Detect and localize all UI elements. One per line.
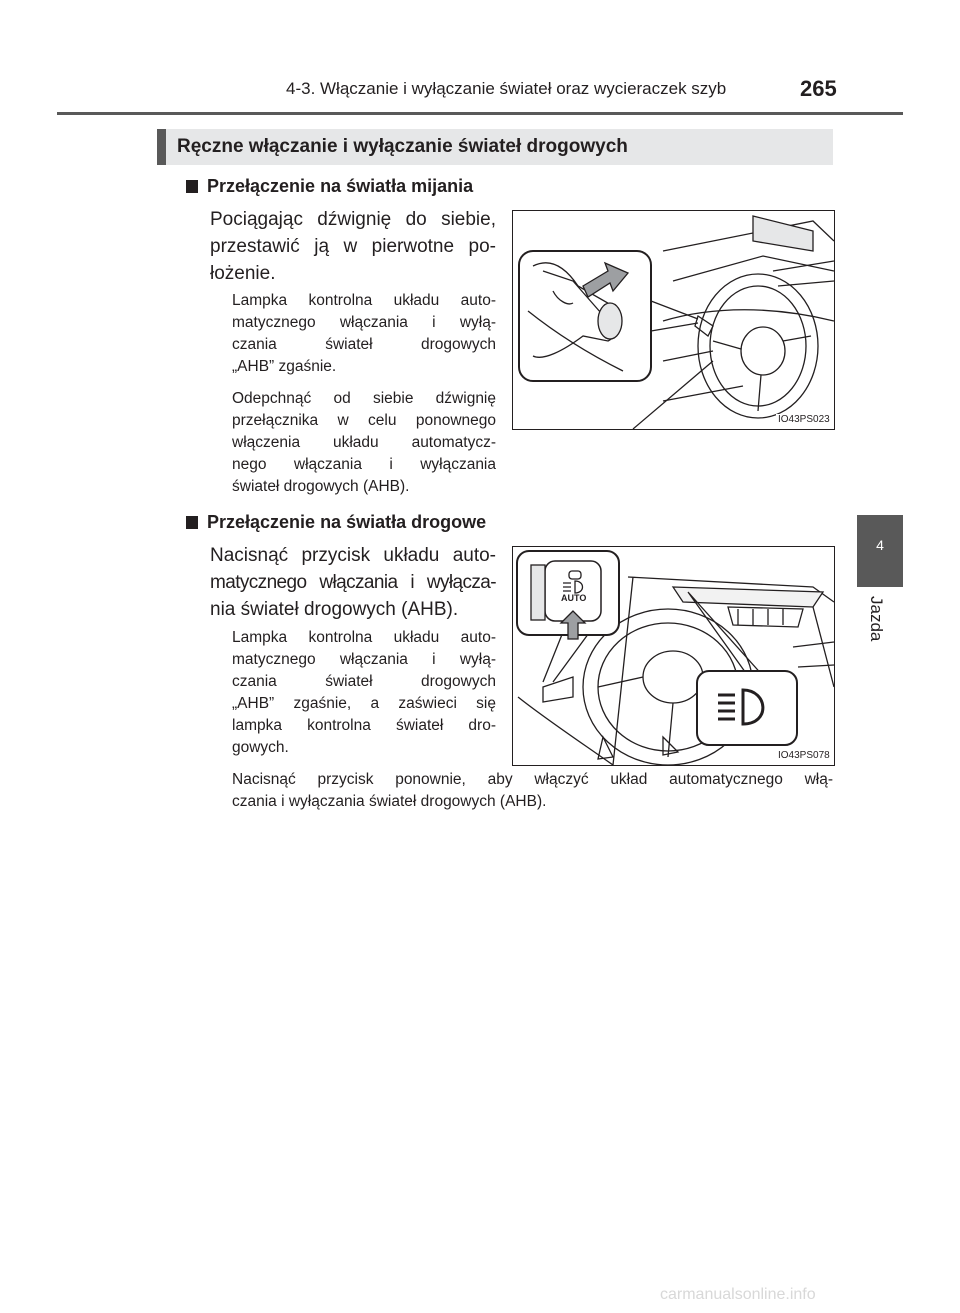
lever-illustration: [513, 211, 834, 429]
note-line: Odepchnąć od siebie dźwignię: [232, 390, 496, 407]
watermark: carmanualsonline.info: [660, 1286, 816, 1303]
note-line: nego włączania i wyłączania: [232, 456, 496, 473]
note-line: Lampka kontrolna układu auto-: [232, 629, 496, 646]
lead-line: Nacisnąć przycisk układu auto-: [210, 545, 496, 566]
header-divider: [57, 112, 903, 115]
note-line: „AHB” zgaśnie, a zaświeci się: [232, 695, 496, 712]
note-line: „AHB” zgaśnie.: [232, 358, 337, 375]
auto-button-label: AUTO: [561, 593, 587, 603]
square-bullet-icon: [186, 180, 198, 193]
subsection-2-note-1: [232, 627, 496, 759]
dashboard-illustration: [513, 547, 834, 765]
subsection-2-lead: [210, 542, 496, 623]
section-marker: [157, 129, 166, 165]
note-line: matycznego włączania i wyłą-: [232, 651, 496, 668]
note-line: matycznego włączania i wyłą-: [232, 314, 496, 331]
figure-2-code: IO43PS078: [778, 750, 830, 761]
note-line: Lampka kontrolna układu auto-: [232, 292, 496, 309]
note-line: lampka kontrolna świateł dro-: [232, 717, 496, 734]
subsection-1-lead: [210, 206, 496, 287]
section-title: Ręczne włączanie i wyłączanie świateł drogowych: [177, 136, 628, 157]
note-line: Nacisnąć przycisk ponownie, aby włączyć układ automatycznego włą-: [232, 771, 833, 788]
page-number: 265: [800, 76, 837, 101]
note-line: czania świateł drogowych: [232, 673, 496, 690]
subsection-1-note-1: [232, 290, 496, 378]
section-heading: [157, 129, 833, 165]
chapter-tab-label: Jazda: [867, 596, 886, 642]
figure-ahb-button: [512, 546, 835, 766]
note-line: włączenia układu automatycz-: [232, 434, 496, 451]
subsection-1-note-2: [232, 388, 496, 498]
subsection-2-title: Przełączenie na światła drogowe: [207, 512, 487, 532]
note-line: czania świateł drogowych: [232, 336, 496, 353]
subsection-1-heading: [186, 176, 473, 197]
square-bullet-icon: [186, 516, 198, 529]
subsection-1-title: Przełączenie na światła mijania: [207, 176, 474, 196]
chapter-tab-number: 4: [857, 515, 903, 587]
lead-line: matycznego włączania i wyłącza-: [210, 572, 496, 593]
lead-line: nia świateł drogowych (AHB).: [210, 599, 459, 620]
subsection-2-note-2: [232, 769, 833, 813]
figure-lever-pull: [512, 210, 835, 430]
header-title: 4-3. Włączanie i wyłączanie świateł oraz wycieraczek szyb: [286, 79, 727, 98]
lead-line: przestawić ją w pierwotne po-: [210, 236, 496, 257]
subsection-2-heading: [186, 512, 486, 533]
lead-line: Pociągając dźwignię do siebie,: [210, 209, 496, 230]
figure-1-code: IO43PS023: [778, 414, 830, 425]
note-line: czania i wyłączania świateł drogowych (AHB).: [232, 793, 547, 810]
note-line: przełącznika w celu ponownego: [232, 412, 496, 429]
lead-line: łożenie.: [210, 263, 276, 284]
note-line: gowych.: [232, 739, 289, 756]
note-line: świateł drogowych (AHB).: [232, 478, 410, 495]
